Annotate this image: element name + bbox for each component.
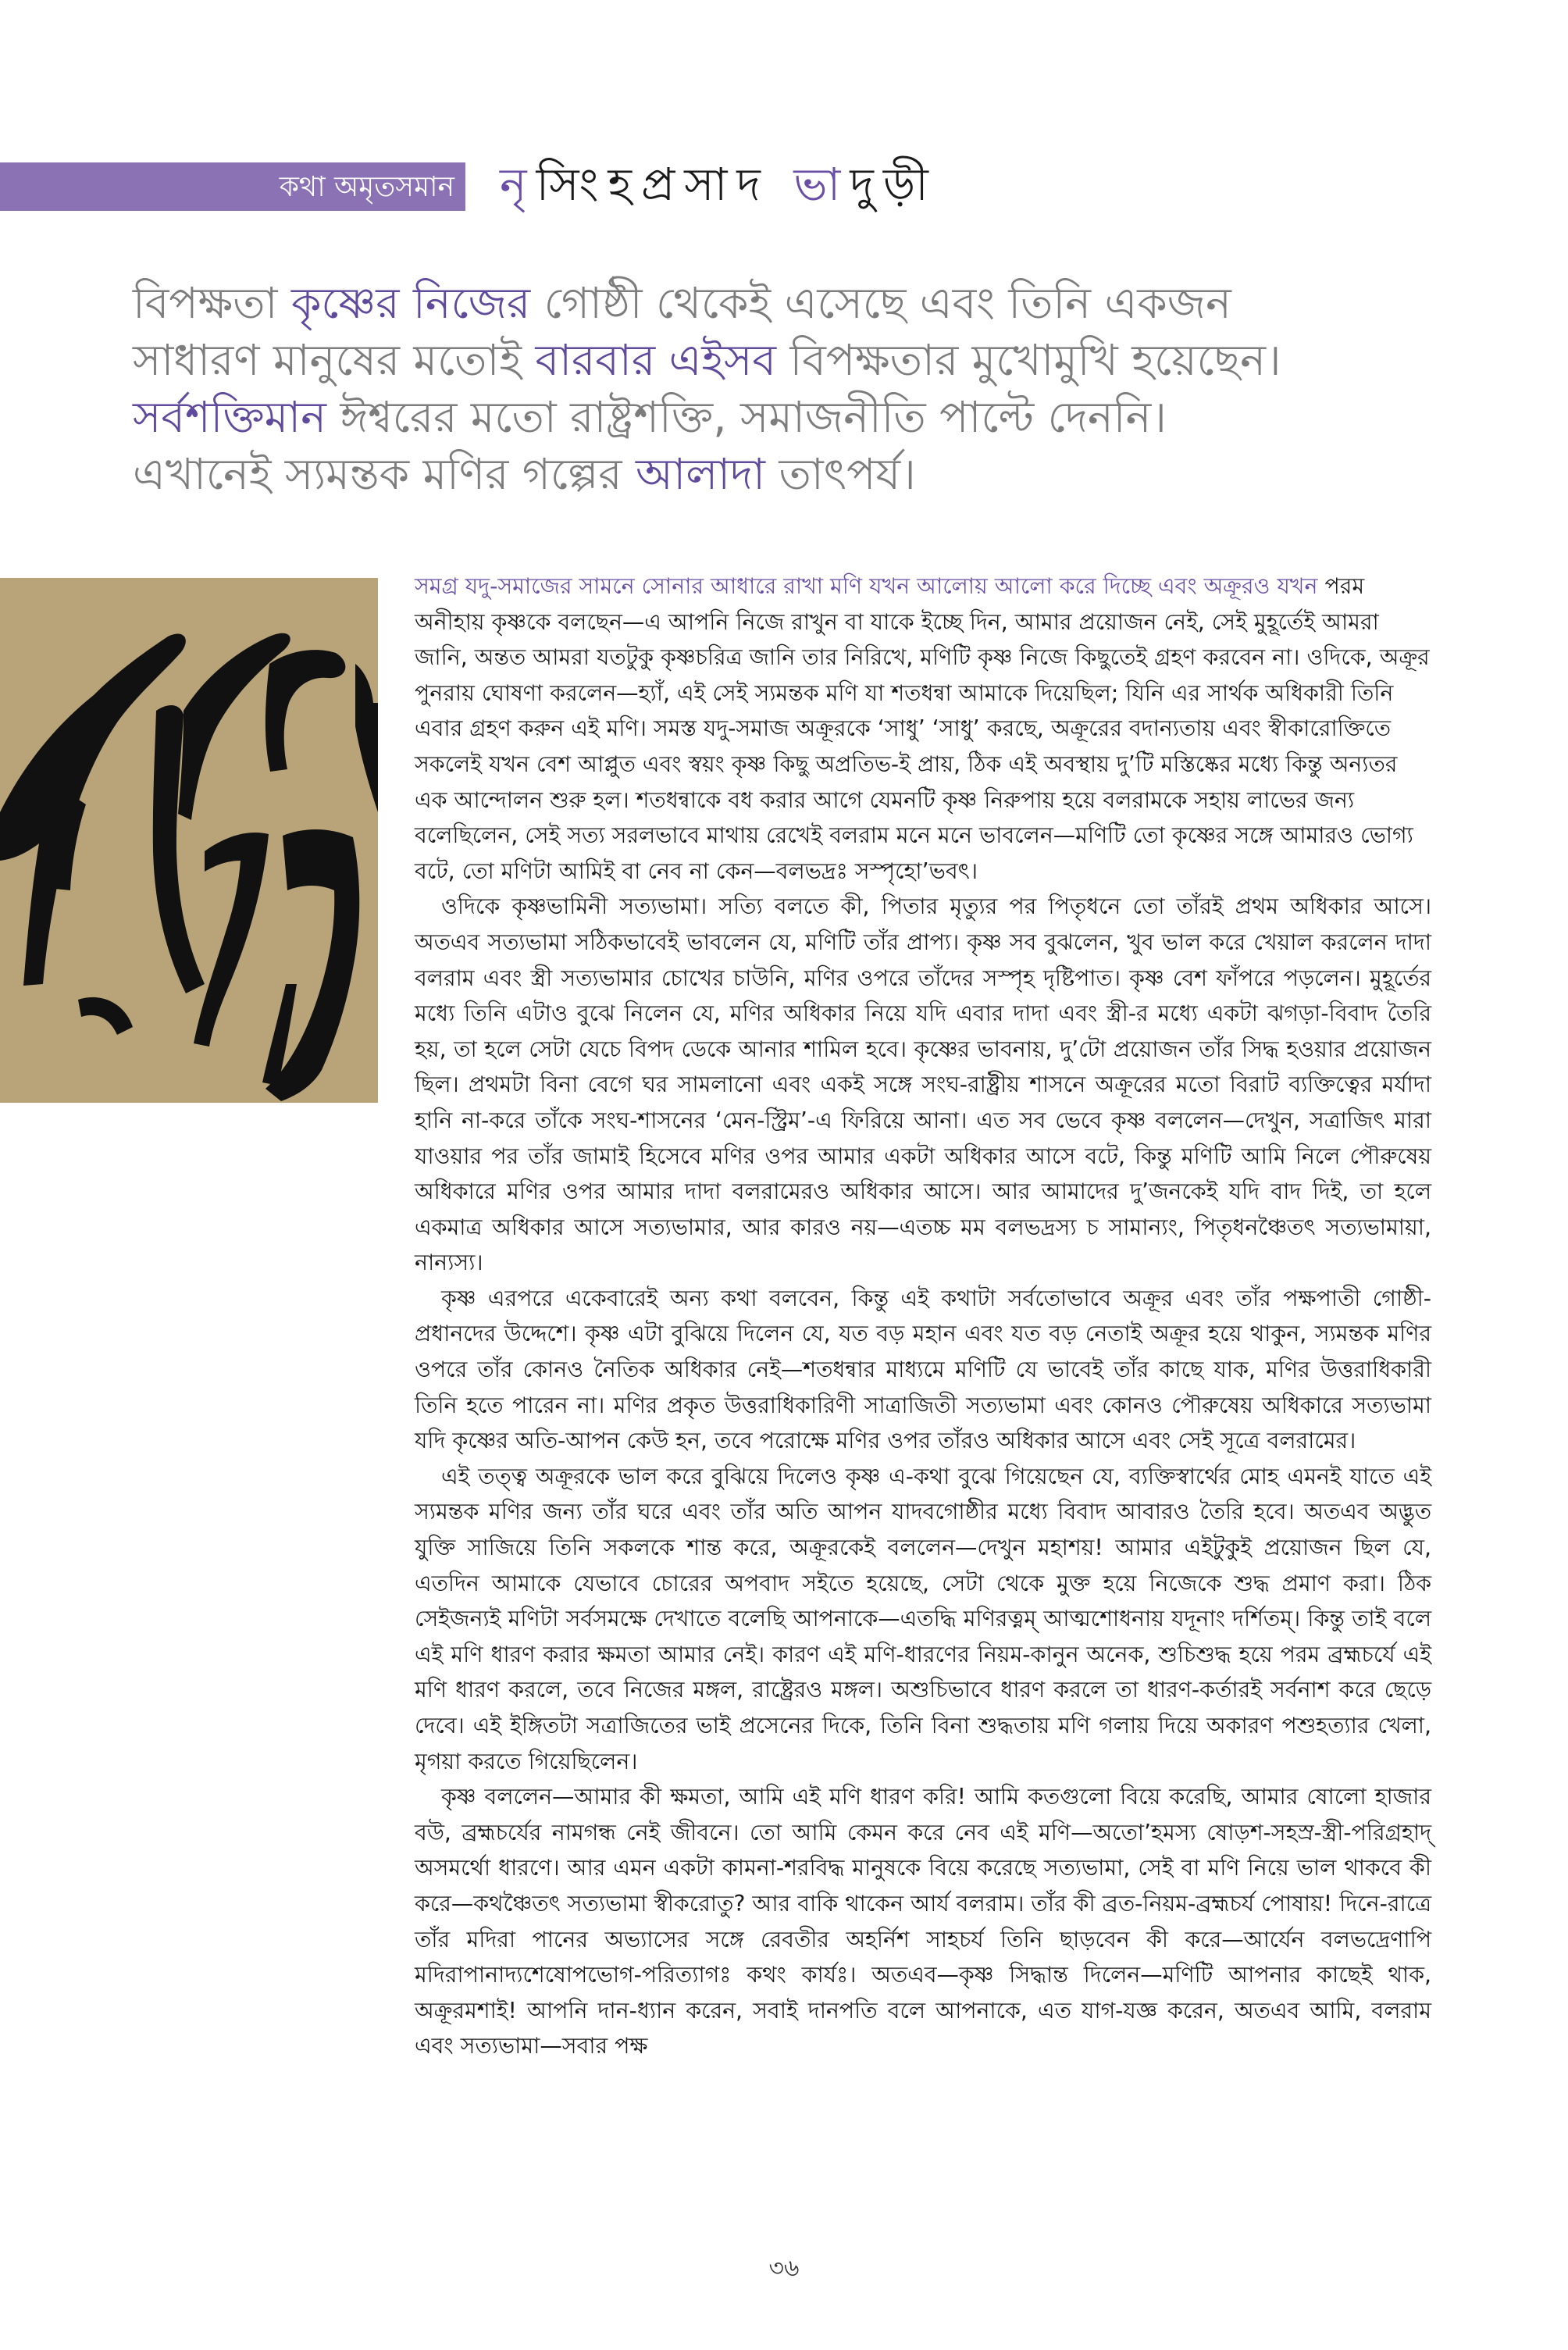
section-band — [0, 162, 465, 211]
pull-quote-line — [133, 389, 1429, 446]
quote-emphasis: কৃষ্ণের নিজের — [290, 278, 531, 328]
article-paragraph: ওদিকে কৃষ্ণভামিনী সত্যভামা। সত্যি বলতে কী, পিতার মৃত্যুর পর পিতৃধনে তো তাঁরই প্রথম অধিকার আসে। অতএব সত্যভামা সঠিকভাবেই ভাবলেন যে, মণিটি তাঁর প্রাপ্য। কৃষ্ণ সব বুঝলেন, খুব ভাল করে খেয়াল করলেন দাদা বলরাম এবং স্ত্রী সত্যভামার চোখের চাউনি, মণির ওপরে তাঁদের সস্পৃহ দৃষ্টিপাত। কৃষ্ণ বেশ ফাঁপরে পড়লেন। মুহূর্তের মধ্যে তিনি এটাও বুঝে নিলেন যে, মণির অধিকার নিয়ে যদি এবার দাদা এবং স্ত্রী-র মধ্যে একটা ঝগড়া-বিবাদ তৈরি হয়, তা হলে সেটা যেচে বিপদ ডেকে আনার শামিল হবে। কৃষ্ণের ভাবনায়, দু’টো প্রয়োজন তাঁর সিদ্ধ হওয়ার প্রয়োজন ছিল। প্রথমটা বিনা বেগে ঘর সামলানো এবং একই সঙ্গে সংঘ-রাষ্ট্রীয় শাসনে অক্রূরের মতো বিরাট ব্যক্তিত্বের মর্যাদা হানি না-করে তাঁকে সংঘ-শাসনের ‘মেন-স্ট্রিম’-এ ফিরিয়ে আনা। এত সব ভেবে কৃষ্ণ বললেন—দেখুন, সত্রাজিৎ মারা যাওয়ার পর তাঁর জামাই হিসেবে মণির ওপর আমার একটা অধিকার আসে বটে, কিন্তু মণিটি আমি নিলে পৌরুষেয় অধিকারে মণির ওপর আমার দাদা বলরামেরও অধিকার আসে। আর আমাদের দু’জনকেই যদি বাদ দিই, তা হলে একমাত্র অধিকার আসে সত্যভামার, আর কারও নয়—এতচ্চ মম বলভদ্রস্য চ সামান্যং, পিতৃধনঞ্চৈতৎ সত্যভামায়া, নান্যস্য। — [415, 893, 1431, 1276]
author-part: ভা — [793, 158, 850, 211]
author-part: নৃ — [500, 158, 536, 211]
quote-emphasis: বারবার এইসব — [535, 335, 776, 385]
article-paragraph: এই তত্ত্ব অক্রূরকে ভাল করে বুঝিয়ে দিলেও কৃষ্ণ এ-কথা বুঝে গিয়েছেন যে, ব্যক্তিস্বার্থের মোহ এমনই যাতে এই স্যমন্তক মণির জন্য তাঁর ঘরে এবং তাঁর অতি আপন যাদবগোষ্ঠীর মধ্যে বিবাদ আবারও তৈরি হবে। অতএব অদ্ভুত যুক্তি সাজিয়ে তিনি সকলকে শান্ত করে, অক্রূরকেই বললেন—দেখুন মহাশয়! আমার এইটুকুই প্রয়োজন ছিল যে, এতদিন আমাকে যেভাবে চোরের অপবাদ সইতে হয়েছে, সেটা থেকে মুক্ত হয়ে নিজেকে শুদ্ধ প্রমাণ করা। ঠিক সেইজন্যই মণিটা সর্বসমক্ষে দেখাতে বলেছি আপনাকে—এতদ্ধি মণিরত্নম্ আত্মশোধনায় যদূনাং দর্শিতম্। কিন্তু তাই বলে এই মণি ধারণ করার ক্ষমতা আমার নেই। কারণ এই মণি-ধারণের নিয়ম-কানুন অনেক, শুচিশুদ্ধ হয়ে পরম ব্রহ্মচর্যে এই মণি ধারণ করলে, তবে নিজের মঙ্গল, রাষ্ট্রেরও মঙ্গল। অশুচিভাবে ধারণ করলে তা ধারণ-কর্তারই সর্বনাশ করে ছেড়ে দেবে। এই ইঙ্গিতটা সত্রাজিতের ভাই প্রসেনের দিকে, তিনি বিনা শুদ্ধতায় মণি গলায় দিয়ে অকারণ পশুহত্যার খেলা, মৃগয়া করতে গিয়েছিলেন। — [415, 1463, 1431, 1774]
quote-text: বিপক্ষতা — [133, 278, 291, 328]
quote-text: গোষ্ঠী থেকেই এসেছে এবং তিনি একজন — [530, 278, 1231, 328]
quote-text: তাৎপর্য। — [764, 449, 916, 499]
lead-in: সমগ্র যদু-সমাজের সামনে সোনার আধারে রাখা মণি যখন আলোয় আলো করে দিচ্ছে এবং অক্রূরও যখন — [415, 573, 1318, 599]
article-paragraph — [415, 569, 1431, 889]
series-label: কথা অমৃতসমান — [279, 171, 454, 203]
page-number: ৩৬ — [768, 2255, 800, 2282]
author-name — [500, 150, 938, 226]
author-part: দুড়ী — [850, 158, 938, 211]
calligraphy-brush-art — [0, 578, 378, 1103]
quote-text: ঈশ্বরের মতো রাষ্ট্রশক্তি, সমাজনীতি পাল্টে দেননি। — [326, 392, 1167, 442]
quote-emphasis: আলাদা — [636, 449, 765, 499]
pull-quote — [133, 275, 1429, 503]
pull-quote-line — [133, 446, 1429, 503]
pull-quote-line — [133, 275, 1429, 332]
article-paragraph: কৃষ্ণ এরপরে একেবারেই অন্য কথা বলবেন, কিন্তু এই কথাটা সর্বতোভাবে অক্রূর এবং তাঁর পক্ষপাতী গোষ্ঠী-প্রধানদের উদ্দেশে। কৃষ্ণ এটা বুঝিয়ে দিলেন যে, যত বড় মহান এবং যত বড় নেতাই অক্রূর হয়ে থাকুন, স্যমন্তক মণির ওপরে তাঁর কোনও নৈতিক অধিকার নেই—শতধন্বার মাধ্যমে মণিটি যে ভাবেই তাঁর কাছে যাক, মণির উত্তরাধিকারী তিনি হতে পারেন না। মণির প্রকৃত উত্তরাধিকারিণী সাত্রাজিতী সত্যভামা এবং কোনও পৌরুষেয় অধিকারে সত্যভামা যদি কৃষ্ণের অতি-আপন কেউ হন, তবে পরোক্ষে মণির ওপর তাঁরও অধিকার আসে এবং সেই সূত্রে বলরামের। — [415, 1285, 1431, 1454]
article-body — [415, 569, 1431, 2064]
quote-emphasis: সর্বশক্তিমান — [133, 392, 326, 442]
quote-text: সাধারণ মানুষের মতোই — [133, 335, 536, 385]
paragraph-text: পরম অনীহায় কৃষ্ণকে বলছেন—এ আপনি নিজে রাখুন বা যাকে ইচ্ছে দিন, আমার প্রয়োজন নেই, সেই মুহূর্তেই আমরা জানি, অন্তত আমরা যতটুকু কৃষ্ণচরিত্র জানি তার নিরিখে, মণিটি কৃষ্ণ নিজে কিছুতেই গ্রহণ করবেন না। ওদিকে, অক্রূর পুনরায় ঘোষণা করলেন—হ্যাঁ, এই সেই স্যমন্তক মণি যা শতধন্বা আমাকে দিয়েছিল; যিনি এর সার্থক অধিকারী তিনি এবার গ্রহণ করুন এই মণি। সমস্ত যদু-সমাজ অক্রূরকে ‘সাধু’ ‘সাধু’ করছে, অক্রূরের বদান্যতায় এবং স্বীকারোক্তিতে সকলেই যখন বেশ আপ্লুত এবং স্বয়ং কৃষ্ণ কিছু অপ্রতিভ-ই প্রায়, ঠিক এই অবস্থায় দু’টি মস্তিষ্কের মধ্যে কিন্তু অন্যতর এক আন্দোলন শুরু হল। শতধন্বাকে বধ করার আগে যেমনটি কৃষ্ণ নিরুপায় হয়ে বলরামকে সহায় লাভের জন্য বলেছিলেন, সেই সত্য সরলভাবে মাথায় রেখেই বলরাম মনে মনে ভাবলেন—মণিটি তো কৃষ্ণের সঙ্গে আমারও ভোগ্য বটে, তো মণিটা আমিই বা নেব না কেন—বলভদ্রঃ সস্পৃহো’ভবৎ। — [415, 573, 1430, 884]
author-part: সিংহপ্রসাদ — [536, 158, 794, 211]
quote-text: এখানেই স্যমন্তক মণির গল্পের — [133, 449, 636, 499]
article-paragraph: কৃষ্ণ বললেন—আমার কী ক্ষমতা, আমি এই মণি ধারণ করি! আমি কতগুলো বিয়ে করেছি, আমার ষোলো হাজার বউ, ব্রহ্মচর্যের নামগন্ধ নেই জীবনে। তো আমি কেমন করে নেব এই মণি—অতো’হমস্য ষোড়শ-সহস্র-স্ত্রী-পরিগ্রহাদ্ অসমর্থো ধারণে। আর এমন একটা কামনা-শরবিদ্ধ মানুষকে বিয়ে করেছে সত্যভামা, সেই বা মণি নিয়ে ভাল থাকবে কী করে—কথঞ্চৈতৎ সত্যভামা স্বীকরোতু? আর বাকি থাকেন আর্য বলরাম। তাঁর কী ব্রত-নিয়ম-ব্রহ্মচর্য পোষায়! দিনে-রাত্রে তাঁর মদিরা পানের অভ্যাসের সঙ্গে রেবতীর অহর্নিশ সাহচর্য তিনি ছাড়বেন কী করে—আর্যেন বলভদ্রেণাপি মদিরাপানাদ্যশেষোপভোগ-পরিত্যাগঃ কথং কার্যঃ। অতএব—কৃষ্ণ সিদ্ধান্ত দিলেন—মণিটি আপনার কাছেই থাক, অক্রূরমশাই! আপনি দান-ধ্যান করেন, সবাই দানপতি বলে আপনাকে, এত যাগ-যজ্ঞ করেন, অতএব আমি, বলরাম এবং সত্যভামা—সবার পক্ষ — [415, 1784, 1431, 2059]
brush-strokes — [0, 578, 378, 1103]
pull-quote-line — [133, 332, 1429, 389]
quote-text: বিপক্ষতার মুখোমুখি হয়েছেন। — [776, 335, 1281, 385]
